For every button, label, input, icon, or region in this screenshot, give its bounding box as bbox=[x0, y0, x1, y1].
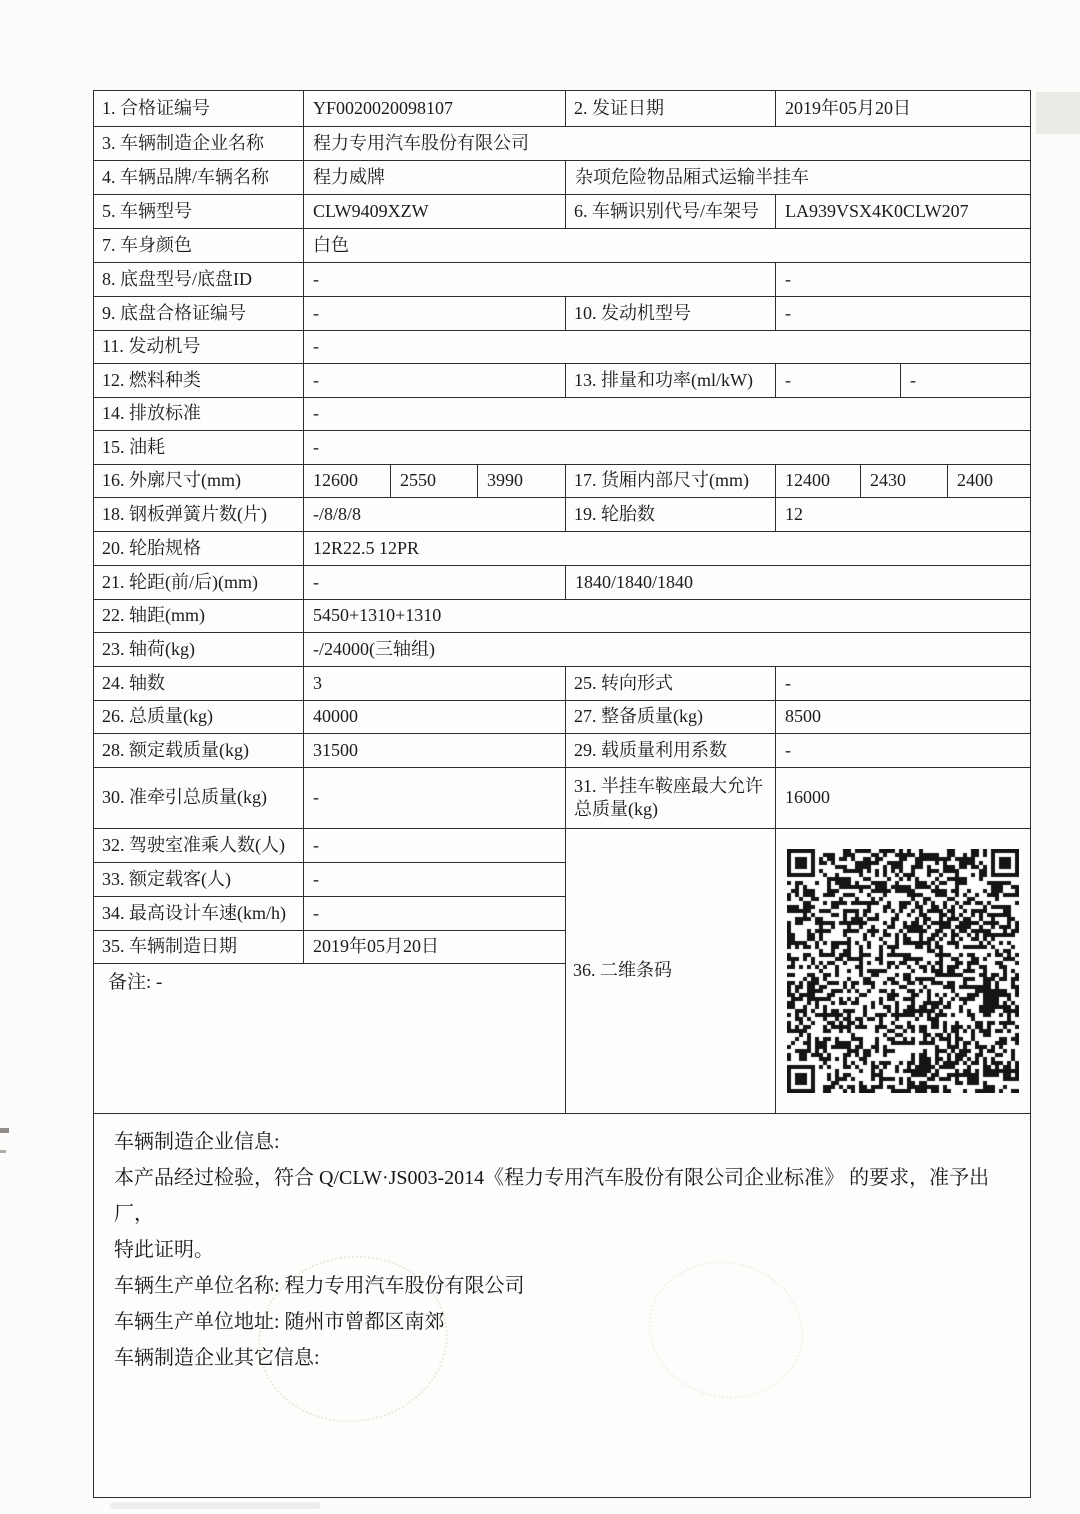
field-25-value: - bbox=[776, 667, 1031, 701]
field-17-length: 12400 bbox=[776, 465, 861, 498]
table-row bbox=[94, 829, 1031, 863]
table-row bbox=[94, 667, 1031, 701]
field-27-value: 8500 bbox=[776, 701, 1031, 734]
other-info-line: 车辆制造企业其它信息: bbox=[114, 1347, 320, 1369]
field-28-value: 31500 bbox=[304, 734, 566, 768]
field-9-value: - bbox=[304, 297, 566, 331]
field-35-value: 2019年05月20日 bbox=[304, 931, 566, 964]
field-14-label: 14. 排放标准 bbox=[94, 398, 304, 431]
field-26-value: 40000 bbox=[304, 701, 566, 734]
inspection-statement: 本产品经过检验，符合 Q/CLW·JS003-2014《程力专用汽车股份有限公司企业标准》 的要求，准予出厂， bbox=[114, 1167, 990, 1225]
scan-artifact bbox=[0, 1150, 6, 1153]
field-6-label: 6. 车辆识别代号/车架号 bbox=[566, 195, 776, 229]
scan-artifact bbox=[0, 1128, 9, 1133]
field-17-label: 17. 货厢内部尺寸(mm) bbox=[566, 465, 776, 498]
field-23-label: 23. 轴荷(kg) bbox=[94, 633, 304, 667]
field-30-value: - bbox=[304, 768, 566, 829]
table-row bbox=[94, 566, 1031, 600]
table-row bbox=[94, 768, 1031, 829]
field-24-value: 3 bbox=[304, 667, 566, 701]
scan-artifact bbox=[1036, 92, 1080, 134]
field-7-label: 7. 车身颜色 bbox=[94, 229, 304, 263]
field-17-height: 2400 bbox=[948, 465, 1031, 498]
field-1-value: YF0020020098107 bbox=[304, 91, 566, 127]
table-row bbox=[94, 195, 1031, 229]
field-34-label: 34. 最高设计车速(km/h) bbox=[94, 897, 304, 931]
field-8-value: - bbox=[304, 263, 776, 297]
field-25-label: 25. 转向形式 bbox=[566, 667, 776, 701]
field-13-value-2: - bbox=[901, 364, 1031, 398]
field-10-value: - bbox=[776, 297, 1031, 331]
field-13-label: 13. 排量和功率(ml/kW) bbox=[566, 364, 776, 398]
field-21-value: - bbox=[304, 566, 566, 600]
field-15-label: 15. 油耗 bbox=[94, 431, 304, 465]
field-36-label: 36. 二维条码 bbox=[566, 829, 776, 1114]
field-21-label: 21. 轮距(前/后)(mm) bbox=[94, 566, 304, 600]
field-20-label: 20. 轮胎规格 bbox=[94, 532, 304, 566]
field-16-width: 2550 bbox=[391, 465, 478, 498]
field-22-label: 22. 轴距(mm) bbox=[94, 600, 304, 633]
field-14-value: - bbox=[304, 398, 1031, 431]
field-34-value: - bbox=[304, 897, 566, 931]
table-row bbox=[94, 465, 1031, 498]
table-row bbox=[94, 498, 1031, 532]
field-1-label: 1. 合格证编号 bbox=[94, 91, 304, 127]
certificate-table bbox=[93, 90, 1031, 1498]
field-16-height: 3990 bbox=[478, 465, 566, 498]
field-32-value: - bbox=[304, 829, 566, 863]
table-row bbox=[94, 331, 1031, 364]
producer-address-line: 车辆生产单位地址: 随州市曾都区南郊 bbox=[114, 1311, 445, 1333]
field-18-value: -/8/8/8 bbox=[304, 498, 566, 532]
inspection-statement-cont: 特此证明。 bbox=[114, 1239, 214, 1261]
field-4-label: 4. 车辆品牌/车辆名称 bbox=[94, 161, 304, 195]
field-29-label: 29. 载质量利用系数 bbox=[566, 734, 776, 768]
field-31-label: 31. 半挂车鞍座最大允许总质量(kg) bbox=[566, 768, 776, 829]
field-6-value: LA939VSX4K0CLW207 bbox=[776, 195, 1031, 229]
field-3-label: 3. 车辆制造企业名称 bbox=[94, 127, 304, 161]
field-11-label: 11. 发动机号 bbox=[94, 331, 304, 364]
table-row bbox=[94, 633, 1031, 667]
field-30-label: 30. 准牵引总质量(kg) bbox=[94, 768, 304, 829]
field-20-value: 12R22.5 12PR bbox=[304, 532, 1031, 566]
field-18-label: 18. 钢板弹簧片数(片) bbox=[94, 498, 304, 532]
field-16-label: 16. 外廓尺寸(mm) bbox=[94, 465, 304, 498]
field-15-value: - bbox=[304, 431, 1031, 465]
field-22-value: 5450+1310+1310 bbox=[304, 600, 1031, 633]
field-35-label: 35. 车辆制造日期 bbox=[94, 931, 304, 964]
field-4-value-2: 杂项危险物品厢式运输半挂车 bbox=[566, 161, 1031, 195]
table-row bbox=[94, 91, 1031, 127]
field-27-label: 27. 整备质量(kg) bbox=[566, 701, 776, 734]
table-row bbox=[94, 161, 1031, 195]
table-row bbox=[94, 431, 1031, 465]
field-7-value: 白色 bbox=[304, 229, 1031, 263]
field-10-label: 10. 发动机型号 bbox=[566, 297, 776, 331]
field-23-value: -/24000(三轴组) bbox=[304, 633, 1031, 667]
field-28-label: 28. 额定载质量(kg) bbox=[94, 734, 304, 768]
field-33-value: - bbox=[304, 863, 566, 897]
field-19-value: 12 bbox=[776, 498, 1031, 532]
field-9-label: 9. 底盘合格证编号 bbox=[94, 297, 304, 331]
manufacturer-info-cell bbox=[94, 1114, 1031, 1498]
field-5-label: 5. 车辆型号 bbox=[94, 195, 304, 229]
table-row bbox=[94, 532, 1031, 566]
field-16-length: 12600 bbox=[304, 465, 391, 498]
field-12-value: - bbox=[304, 364, 566, 398]
field-8-value-2: - bbox=[776, 263, 1031, 297]
field-13-value: - bbox=[776, 364, 901, 398]
field-12-label: 12. 燃料种类 bbox=[94, 364, 304, 398]
manufacturer-info-title: 车辆制造企业信息: bbox=[114, 1131, 280, 1153]
qr-code bbox=[787, 849, 1019, 1093]
field-32-label: 32. 驾驶室准乘人数(人) bbox=[94, 829, 304, 863]
table-row bbox=[94, 600, 1031, 633]
table-row bbox=[94, 701, 1031, 734]
field-3-value: 程力专用汽车股份有限公司 bbox=[304, 127, 1031, 161]
table-row bbox=[94, 127, 1031, 161]
table-row bbox=[94, 398, 1031, 431]
field-2-value: 2019年05月20日 bbox=[776, 91, 1031, 127]
table-row bbox=[94, 1114, 1031, 1498]
field-24-label: 24. 轴数 bbox=[94, 667, 304, 701]
table-row bbox=[94, 297, 1031, 331]
field-11-value: - bbox=[304, 331, 1031, 364]
remark-cell: 备注: - bbox=[94, 964, 566, 1114]
producer-name-line: 车辆生产单位名称: 程力专用汽车股份有限公司 bbox=[114, 1275, 525, 1297]
table-row bbox=[94, 364, 1031, 398]
field-19-label: 19. 轮胎数 bbox=[566, 498, 776, 532]
qr-code-cell bbox=[776, 829, 1031, 1114]
field-5-value: CLW9409XZW bbox=[304, 195, 566, 229]
field-31-value: 16000 bbox=[776, 768, 1031, 829]
field-17-width: 2430 bbox=[861, 465, 948, 498]
table-row bbox=[94, 229, 1031, 263]
field-8-label: 8. 底盘型号/底盘ID bbox=[94, 263, 304, 297]
field-33-label: 33. 额定载客(人) bbox=[94, 863, 304, 897]
field-2-label: 2. 发证日期 bbox=[566, 91, 776, 127]
scan-artifact bbox=[110, 1502, 320, 1509]
field-21-value-2: 1840/1840/1840 bbox=[566, 566, 1031, 600]
field-26-label: 26. 总质量(kg) bbox=[94, 701, 304, 734]
field-4-value: 程力威牌 bbox=[304, 161, 566, 195]
table-row bbox=[94, 734, 1031, 768]
field-29-value: - bbox=[776, 734, 1031, 768]
table-row bbox=[94, 263, 1031, 297]
